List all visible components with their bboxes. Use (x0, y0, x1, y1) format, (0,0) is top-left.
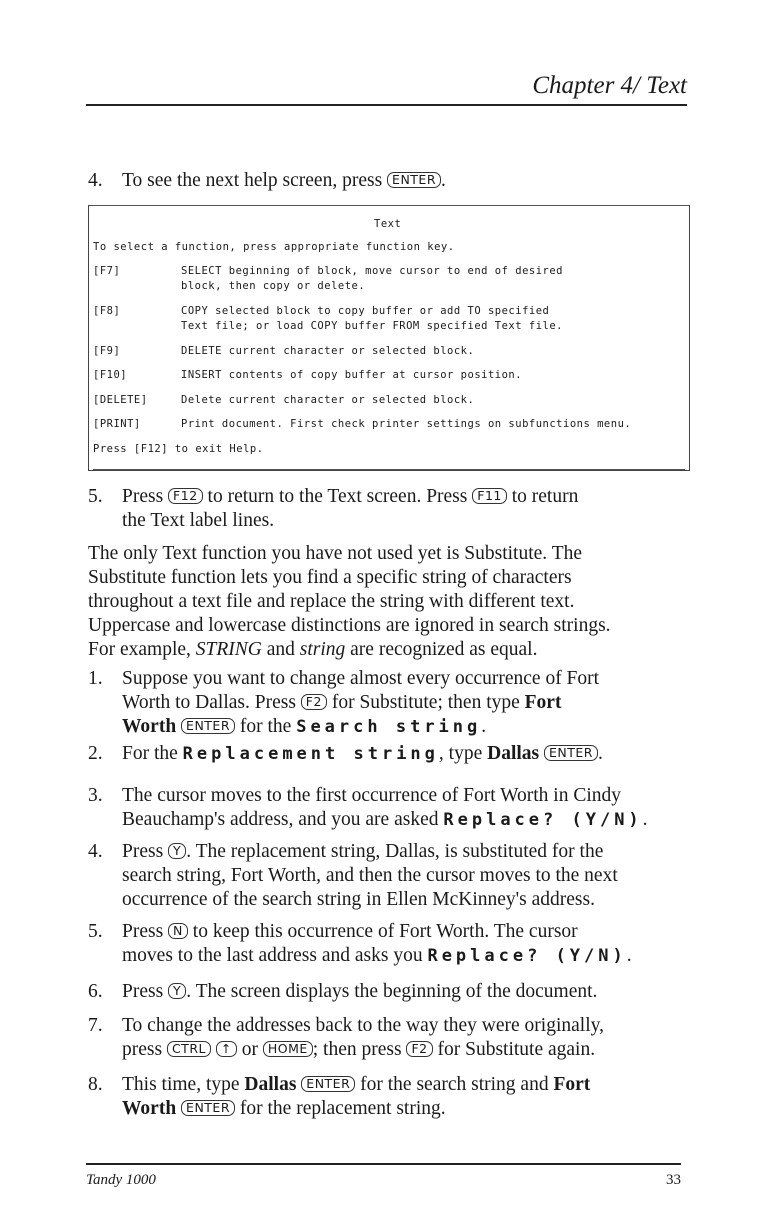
step-number: 8. (88, 1074, 103, 1095)
step-number: 1. (88, 668, 103, 689)
help-key: [F9] (93, 345, 121, 357)
step-3-text (122, 784, 688, 832)
step-8-text (122, 1073, 688, 1121)
text: occurrence of the search string in Ellen McKinney's address. (122, 889, 595, 910)
step-number: 4. (88, 170, 103, 191)
help-instruction: To select a function, press appropriate function key. (93, 241, 455, 253)
home-key-icon: HOME (263, 1041, 313, 1057)
text: . (441, 170, 446, 191)
f11-key-icon: F11 (472, 488, 507, 504)
enter-key-icon: ENTER (387, 172, 441, 188)
text: Worth to Dallas. Press (122, 692, 296, 713)
step-number: 3. (88, 785, 103, 806)
help-key: [F7] (93, 265, 121, 277)
up-arrow-key-icon: ↑ (216, 1041, 237, 1057)
page-number: 33 (666, 1172, 681, 1188)
text-line: Uppercase and lowercase distinctions are ignored in search strings. (88, 615, 611, 636)
step-number: 6. (88, 981, 103, 1002)
screen-prompt: Replace? (Y/N) (443, 810, 643, 830)
text: The cursor moves to the first occurrence of Fort Worth in Cindy (122, 785, 621, 806)
f2-key-icon: F2 (301, 694, 327, 710)
text-line (88, 638, 688, 662)
text: to keep this occurrence of Fort Worth. The cursor (192, 921, 578, 942)
step-6-text (122, 980, 688, 1004)
text: . (626, 945, 632, 966)
y-key-icon: Y (168, 843, 186, 859)
text: This time, type (122, 1074, 240, 1095)
bold-text: Fort (553, 1074, 591, 1095)
text: . (481, 716, 487, 737)
help-desc: Delete current character or selected block. (181, 394, 475, 406)
intro-step-text (122, 169, 688, 193)
text-line: The only Text function you have not used yet is Substitute. The (88, 543, 583, 564)
screen-bottom-rule (93, 469, 685, 470)
header-rule (86, 104, 687, 106)
help-desc: INSERT contents of copy buffer at cursor position. (181, 369, 523, 381)
enter-key-icon: ENTER (181, 1100, 235, 1116)
text: Beauchamp's address, and you are asked (122, 809, 439, 830)
text: Press (122, 921, 164, 942)
enter-key-icon: ENTER (544, 745, 598, 761)
enter-key-icon: ENTER (301, 1076, 355, 1092)
help-desc: COPY selected block to copy buffer or add TO specified (181, 305, 550, 317)
emphasis: STRING (195, 639, 262, 660)
screen-top-rule (89, 205, 689, 206)
step-number: 5. (88, 921, 103, 942)
text: . The replacement string, Dallas, is substituted for the (186, 841, 604, 862)
text: , type (438, 743, 483, 764)
text: Press (122, 981, 164, 1002)
step-7-text (122, 1014, 688, 1062)
text: are recognized as equal. (350, 639, 538, 660)
n-key-icon: N (168, 923, 188, 939)
bold-text: Dallas (487, 743, 540, 764)
step-number: 4. (88, 841, 103, 862)
text: for the replacement string. (239, 1098, 446, 1119)
help-desc: Text file; or load COPY buffer FROM specified Text file. (181, 320, 564, 332)
text: for the (239, 716, 292, 737)
f2-key-icon: F2 (406, 1041, 432, 1057)
step-5-text (122, 485, 688, 533)
enter-key-icon: ENTER (181, 718, 235, 734)
text: or (241, 1039, 258, 1060)
bold-text: Fort (524, 692, 562, 713)
help-key: [PRINT] (93, 418, 141, 430)
step-number: 7. (88, 1015, 103, 1036)
text: . (597, 743, 603, 764)
text: the Text label lines. (122, 510, 275, 531)
text: To see the next help screen, press (122, 170, 383, 191)
footer-product: Tandy 1000 (86, 1172, 156, 1188)
help-screen-title: Text (374, 218, 402, 230)
help-desc: block, then copy or delete. (181, 280, 366, 292)
screen-prompt: Search string (296, 717, 482, 737)
chapter-header: Chapter 4/ Text (532, 72, 687, 99)
bold-text: Dallas (244, 1074, 297, 1095)
step-5b-text (122, 920, 688, 968)
text: search string, Fort Worth, and then the cursor moves to the next (122, 865, 618, 886)
text: for the search string and (360, 1074, 549, 1095)
text: . (642, 809, 648, 830)
footer-rule (86, 1163, 681, 1165)
text-line: throughout a text file and replace the string with different text. (88, 591, 575, 612)
text: Press (122, 841, 164, 862)
bold-text: Worth (122, 1098, 177, 1119)
text-line: Substitute function lets you find a specific string of characters (88, 567, 572, 588)
text: Suppose you want to change almost every occurrence of Fort (122, 668, 600, 689)
emphasis: string (299, 639, 346, 660)
text: moves to the last address and asks you (122, 945, 423, 966)
help-key: [F8] (93, 305, 121, 317)
help-desc: DELETE current character or selected block. (181, 345, 475, 357)
help-key: [F10] (93, 369, 128, 381)
step-number: 5. (88, 486, 103, 507)
step-1-text (122, 667, 688, 739)
step-2-text (122, 742, 688, 766)
help-desc: SELECT beginning of block, move cursor to end of desired (181, 265, 564, 277)
text: For the (122, 743, 178, 764)
text: for Substitute again. (437, 1039, 596, 1060)
text: ; then press (312, 1039, 402, 1060)
y-key-icon: Y (168, 983, 186, 999)
text: . The screen displays the beginning of the document. (186, 981, 598, 1002)
text: and (266, 639, 295, 660)
help-key: [DELETE] (93, 394, 148, 406)
substitute-paragraph (88, 542, 688, 662)
text: Press (122, 486, 164, 507)
text: To change the addresses back to the way they were originally, (122, 1015, 604, 1036)
text: For example, (88, 639, 191, 660)
screen-prompt: Replace? (Y/N) (427, 946, 627, 966)
text: press (122, 1039, 163, 1060)
screen-prompt: Replacement string (182, 744, 439, 764)
text: for Substitute; then type (331, 692, 520, 713)
f12-key-icon: F12 (168, 488, 203, 504)
step-number: 2. (88, 743, 103, 764)
help-desc: Print document. First check printer settings on subfunctions menu. (181, 418, 632, 430)
step-4-text (122, 840, 688, 912)
help-screen (88, 205, 690, 471)
text: to return (511, 486, 579, 507)
bold-text: Worth (122, 716, 177, 737)
text: to return to the Text screen. Press (207, 486, 468, 507)
help-exit: Press [F12] to exit Help. (93, 443, 264, 455)
ctrl-key-icon: CTRL (167, 1041, 211, 1057)
